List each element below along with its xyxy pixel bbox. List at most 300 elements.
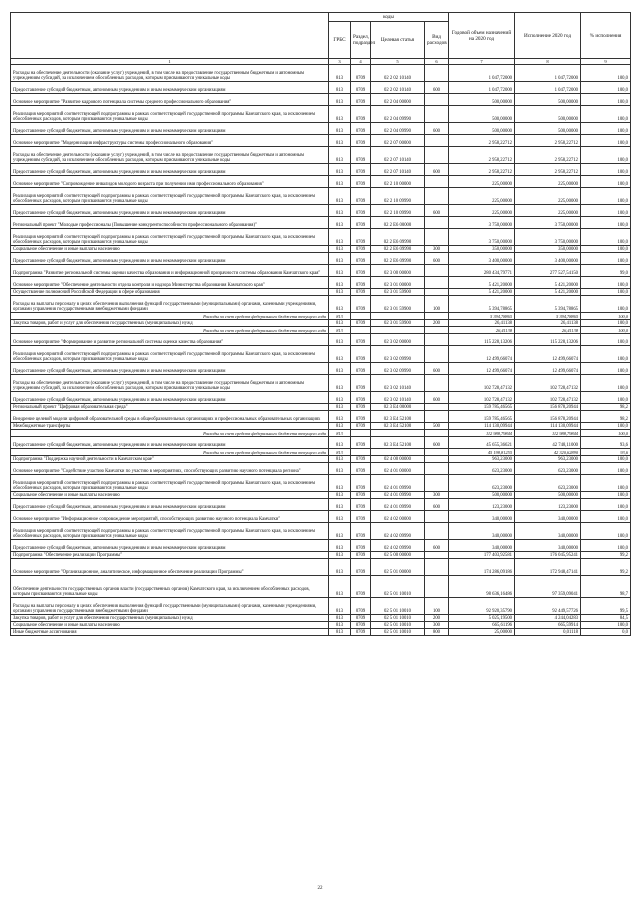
target-article-column-header: Целевая статья: [371, 22, 425, 59]
row-name-cell: Расходы на обеспечение деятельности (оказание услуг) учреждений, в том числе на предоставление государственным бюджетным и автономным учреждениям субсидий, за исключением обособленных расходов, которым присваиваются уникальные коды: [11, 65, 329, 82]
razdel-cell: 0709: [351, 423, 371, 430]
expense-type-cell: 600: [425, 540, 449, 552]
grbs-cell: 813: [329, 559, 351, 576]
table-row: [11, 176, 631, 188]
expense-type-cell: [425, 411, 449, 423]
plan-cell: 500,00000: [449, 106, 515, 123]
execution-cell: 225,00000: [515, 188, 581, 205]
grbs-cell: 813: [329, 65, 351, 82]
expense-type-cell: [425, 188, 449, 205]
table-row: [11, 629, 631, 636]
plan-cell: 500,00000: [449, 123, 515, 135]
table-row: [11, 499, 631, 511]
execution-cell: 3 400,00000: [515, 253, 581, 265]
plan-cell: 665,61196: [449, 622, 515, 629]
row-name-cell: Расходы за счет средств федерального бюджета текущего года: [11, 327, 329, 334]
page-number: 22: [317, 886, 323, 891]
percent-cell: 100,0: [581, 147, 631, 164]
target-article-cell: 02 3 E4 52100: [371, 411, 425, 423]
table-row: [11, 65, 631, 82]
plan-cell: 102 728,47132: [449, 392, 515, 404]
execution-cell: 350,00000: [515, 246, 581, 253]
row-name-cell: Основное мероприятие "Содействие участию Камчатки по участию в мероприятиях, способствующих развитию научного потенциала региона": [11, 463, 329, 475]
percent-cell: 93,6: [581, 449, 631, 456]
target-article-cell: 02 3 E4 52100: [371, 423, 425, 430]
razdel-cell: [351, 313, 371, 320]
grbs-cell: 813: [329, 511, 351, 523]
razdel-cell: 0709: [351, 82, 371, 94]
column-number: 9: [581, 59, 631, 65]
plan-cell: 5 421,20000: [449, 289, 515, 296]
row-name-cell: Региональный проект "Цифровая образовательная среда": [11, 404, 329, 411]
target-article-cell: 02 3 01 59900: [371, 320, 425, 327]
execution-column-header: Исполнение 2020 год: [515, 13, 581, 59]
plan-cell: 115 228,13206: [449, 334, 515, 346]
plan-cell: 159 785,46565: [449, 404, 515, 411]
execution-cell: 102 728,47132: [515, 392, 581, 404]
table-row-federal-note: [11, 449, 631, 456]
percent-cell: 99,2: [581, 559, 631, 576]
target-article-cell: 02 2 E6 00000: [371, 217, 425, 229]
target-article-cell: 02 2 02 10140: [371, 65, 425, 82]
plan-cell: 2 958,22712: [449, 147, 515, 164]
document-page: [10, 12, 630, 636]
percent-cell: 100,0: [581, 492, 631, 499]
row-name-cell: Предоставление субсидий бюджетным, автономным учреждениям и иным некоммерческим организациям: [11, 540, 329, 552]
target-article-cell: 02 2 E6 09990: [371, 229, 425, 246]
percent-cell: 100,0: [581, 540, 631, 552]
expense-type-cell: [425, 463, 449, 475]
execution-cell: 340,00000: [515, 523, 581, 540]
grbs-cell: 813: [329, 622, 351, 629]
expense-type-cell: [425, 576, 449, 598]
plan-cell: 12 499,66074: [449, 346, 515, 363]
row-name-cell: Реализация мероприятий соответствующей подпрограммы в рамках соответствующей государственной программы Камчатского края, за исключением обособленных расходов, которым присваиваются уникальные коды: [11, 346, 329, 363]
razdel-column-header: Раздел, подраздел: [351, 22, 371, 59]
target-article-cell: 02 4 01 00000: [371, 463, 425, 475]
execution-cell: 963,23000: [515, 456, 581, 463]
percent-cell: 100,0: [581, 65, 631, 82]
plan-cell: 225,00000: [449, 188, 515, 205]
percent-cell: 100,0: [581, 475, 631, 492]
percent-cell: 100,0: [581, 217, 631, 229]
execution-cell: 172 948,47141: [515, 559, 581, 576]
target-article-cell: 02 5 01 10010: [371, 598, 425, 615]
execution-cell: 156 878,20944: [515, 411, 581, 423]
execution-cell: 277 527,54150: [515, 265, 581, 277]
grbs-cell: 813: [329, 176, 351, 188]
razdel-cell: 0709: [351, 277, 371, 289]
table-body: [11, 65, 631, 636]
grbs-cell: 813: [329, 334, 351, 346]
grbs-cell: 813: [329, 147, 351, 164]
column-number: 6: [425, 59, 449, 65]
row-name-cell: Предоставление субсидий бюджетным, автономным учреждениям и иным некоммерческим организациям: [11, 363, 329, 375]
plan-cell: 5 421,20000: [449, 277, 515, 289]
row-name-cell: Социальное обеспечение и иные выплаты населению: [11, 246, 329, 253]
target-article-cell: [371, 449, 425, 456]
plan-cell: 5 394,78865: [449, 296, 515, 313]
target-article-cell: 02 2 04 00000: [371, 94, 425, 106]
plan-cell: 963,23000: [449, 456, 515, 463]
table-row: [11, 615, 631, 622]
execution-cell: 115 228,13206: [515, 334, 581, 346]
grbs-cell: 813: [329, 229, 351, 246]
target-article-cell: 02 5 01 10010: [371, 576, 425, 598]
execution-cell: 176 045,95241: [515, 552, 581, 559]
target-article-cell: 02 3 02 09990: [371, 346, 425, 363]
plan-cell: 102 728,47132: [449, 375, 515, 392]
percent-cell: 100,0: [581, 277, 631, 289]
target-article-cell: 02 5 01 10010: [371, 622, 425, 629]
row-name-cell: Расходы за счет средств федерального бюджета текущего года: [11, 449, 329, 456]
plan-cell: 114 130,09944: [449, 423, 515, 430]
percent-cell: 93,6: [581, 437, 631, 449]
plan-cell: 26,41138: [449, 327, 515, 334]
table-row: [11, 463, 631, 475]
grbs-cell: 813: [329, 327, 351, 334]
percent-cell: 100,0: [581, 82, 631, 94]
grbs-cell: 813: [329, 430, 351, 437]
expense-type-cell: 600: [425, 392, 449, 404]
percent-cell: 100,0: [581, 205, 631, 217]
table-row-federal-note: [11, 327, 631, 334]
expense-type-column-header: Вид расходов: [425, 22, 449, 59]
razdel-cell: 0709: [351, 404, 371, 411]
grbs-cell: 813: [329, 492, 351, 499]
row-name-cell: Расходы на обеспечение деятельности (оказание услуг) учреждений, в том числе на предоставление государственным бюджетным и автономным учреждениям субсидий, за исключением обособленных расходов, которым присваиваются уникальные коды: [11, 375, 329, 392]
expense-type-cell: [425, 147, 449, 164]
percent-cell: 100,0: [581, 253, 631, 265]
target-article-cell: 02 2 07 10140: [371, 147, 425, 164]
grbs-cell: 813: [329, 423, 351, 430]
razdel-cell: 0709: [351, 106, 371, 123]
target-article-cell: 02 2 10 00000: [371, 176, 425, 188]
expense-type-cell: 600: [425, 437, 449, 449]
expense-type-cell: [425, 176, 449, 188]
execution-cell: 42 748,11000: [515, 437, 581, 449]
row-name-cell: Расходы за счет средств федерального бюджета текущего года: [11, 313, 329, 320]
percent-cell: 100,0: [581, 430, 631, 437]
target-article-cell: 02 3 E4 52100: [371, 437, 425, 449]
expense-type-cell: 600: [425, 164, 449, 176]
razdel-cell: 0709: [351, 437, 371, 449]
target-article-cell: 02 4 01 09990: [371, 492, 425, 499]
razdel-cell: 0709: [351, 217, 371, 229]
execution-cell: 97 359,09041: [515, 576, 581, 598]
grbs-cell: 813: [329, 346, 351, 363]
grbs-cell: 813: [329, 411, 351, 423]
percent-cell: 100,0: [581, 327, 631, 334]
razdel-cell: 0709: [351, 65, 371, 82]
percent-cell: 100,0: [581, 123, 631, 135]
percent-cell: 100,0: [581, 296, 631, 313]
expense-type-cell: 100: [425, 296, 449, 313]
target-article-cell: 02 3 01 59900: [371, 289, 425, 296]
budget-table: [10, 12, 631, 636]
percent-cell: 100,0: [581, 363, 631, 375]
target-article-cell: 02 3 01 59900: [371, 296, 425, 313]
expense-type-cell: [425, 523, 449, 540]
percent-cell: 100,0: [581, 176, 631, 188]
percent-cell: 100,0: [581, 463, 631, 475]
grbs-cell: 813: [329, 629, 351, 636]
execution-cell: 26,41138: [515, 327, 581, 334]
execution-cell: 340,00000: [515, 540, 581, 552]
percent-cell: 100,0: [581, 164, 631, 176]
row-name-cell: Межбюджетные трансферты: [11, 423, 329, 430]
plan-cell: 3 750,00000: [449, 217, 515, 229]
razdel-cell: 0709: [351, 346, 371, 363]
target-article-cell: 02 2 04 09990: [371, 123, 425, 135]
table-row: [11, 598, 631, 615]
grbs-cell: 813: [329, 253, 351, 265]
grbs-cell: 813: [329, 499, 351, 511]
table-row: [11, 559, 631, 576]
execution-cell: 156 878,20944: [515, 404, 581, 411]
row-name-cell: Основное мероприятие "Информационное сопровождение мероприятий, способствующих развитию научного потенциала Камчатки": [11, 511, 329, 523]
grbs-cell: 813: [329, 296, 351, 313]
table-row: [11, 404, 631, 411]
execution-cell: 340,00000: [515, 511, 581, 523]
column-number: 1: [11, 59, 329, 65]
expense-type-cell: [425, 430, 449, 437]
plan-cell: 177 403,92581: [449, 552, 515, 559]
grbs-cell: 813: [329, 164, 351, 176]
expense-type-cell: [425, 106, 449, 123]
razdel-cell: 0709: [351, 411, 371, 423]
target-article-cell: 02 5 00 00000: [371, 552, 425, 559]
execution-cell: 1 047,72000: [515, 82, 581, 94]
grbs-cell: 813: [329, 540, 351, 552]
table-row: [11, 363, 631, 375]
plan-cell: 1 047,72000: [449, 65, 515, 82]
plan-cell: 5 394,78865: [449, 313, 515, 320]
plan-cell: 1 047,72000: [449, 82, 515, 94]
grbs-cell: 813: [329, 404, 351, 411]
grbs-cell: 813: [329, 598, 351, 615]
table-row: [11, 229, 631, 246]
grbs-column-header: ГРБС: [329, 22, 351, 59]
row-name-cell: Подпрограмма "Обеспечение реализации Программы": [11, 552, 329, 559]
table-row: [11, 277, 631, 289]
plan-cell: 3 750,00000: [449, 229, 515, 246]
table-row: [11, 523, 631, 540]
target-article-cell: [371, 313, 425, 320]
razdel-cell: 0709: [351, 463, 371, 475]
expense-type-cell: [425, 511, 449, 523]
table-row: [11, 94, 631, 106]
razdel-cell: 0709: [351, 523, 371, 540]
column-number: 4: [351, 59, 371, 65]
execution-cell: 2 958,22712: [515, 164, 581, 176]
percent-cell: 100,0: [581, 313, 631, 320]
razdel-cell: 0709: [351, 598, 371, 615]
execution-cell: 225,00000: [515, 205, 581, 217]
row-name-cell: Расходы на выплаты персоналу в целях обеспечения выполнения функций государственными (муниципальными) органами, казенными учреждениями, органами управления государственными внебюджетными фондами: [11, 598, 329, 615]
plan-cell: 225,00000: [449, 176, 515, 188]
razdel-cell: 0709: [351, 334, 371, 346]
execution-cell: 3 750,00000: [515, 229, 581, 246]
grbs-cell: 813: [329, 205, 351, 217]
grbs-cell: 813: [329, 94, 351, 106]
expense-type-cell: 600: [425, 363, 449, 375]
target-article-cell: 02 4 01 09990: [371, 475, 425, 492]
table-row: [11, 475, 631, 492]
razdel-cell: 0709: [351, 576, 371, 598]
plan-cell: 26,41138: [449, 320, 515, 327]
table-row: [11, 147, 631, 164]
expense-type-cell: [425, 277, 449, 289]
table-row: [11, 253, 631, 265]
percent-cell: 100,0: [581, 375, 631, 392]
execution-cell: 665,59914: [515, 622, 581, 629]
target-article-cell: 02 2 E6 09990: [371, 246, 425, 253]
razdel-cell: 0709: [351, 540, 371, 552]
table-row: [11, 552, 631, 559]
plan-cell: 340,00000: [449, 523, 515, 540]
column-number: 5: [371, 59, 425, 65]
execution-cell: 12 499,66074: [515, 346, 581, 363]
razdel-cell: 0709: [351, 499, 371, 511]
row-name-cell: Социальное обеспечение и иные выплаты населению: [11, 492, 329, 499]
execution-cell: 42 320,62890: [515, 449, 581, 456]
execution-cell: 114 130,09944: [515, 423, 581, 430]
execution-cell: 102 728,47132: [515, 375, 581, 392]
razdel-cell: 0709: [351, 147, 371, 164]
razdel-cell: [351, 430, 371, 437]
razdel-cell: 0709: [351, 289, 371, 296]
row-name-cell: Иные бюджетные ассигнования: [11, 629, 329, 636]
table-row: [11, 334, 631, 346]
plan-cell: 2 958,22712: [449, 164, 515, 176]
target-article-cell: 02 5 01 00000: [371, 559, 425, 576]
row-name-cell: Предоставление субсидий бюджетным, автономным учреждениям и иным некоммерческим организациям: [11, 499, 329, 511]
table-row: [11, 188, 631, 205]
execution-cell: 500,00000: [515, 492, 581, 499]
target-article-cell: 02 3 02 00000: [371, 334, 425, 346]
grbs-cell: 813: [329, 289, 351, 296]
row-name-cell: Реализация мероприятий соответствующей подпрограммы в рамках соответствующей государственной программы Камчатского края, за исключением обособленных расходов, которым присваиваются уникальные коды: [11, 106, 329, 123]
razdel-cell: 0709: [351, 363, 371, 375]
expense-type-cell: 600: [425, 253, 449, 265]
plan-cell: 2 958,22712: [449, 135, 515, 147]
razdel-cell: 0709: [351, 552, 371, 559]
expense-type-cell: 300: [425, 492, 449, 499]
table-row-federal-note: [11, 313, 631, 320]
expense-type-cell: [425, 265, 449, 277]
plan-cell: 45 655,36621: [449, 437, 515, 449]
plan-cell: 340,00000: [449, 540, 515, 552]
razdel-cell: [351, 449, 371, 456]
target-article-cell: 02 4 02 09990: [371, 523, 425, 540]
expense-type-cell: 300: [425, 622, 449, 629]
expense-type-cell: [425, 552, 449, 559]
expense-type-cell: [425, 334, 449, 346]
percent-cell: 98,7: [581, 576, 631, 598]
grbs-cell: 813: [329, 615, 351, 622]
razdel-cell: 0709: [351, 622, 371, 629]
row-name-cell: Предоставление субсидий бюджетным, автономным учреждениям и иным некоммерческим организациям: [11, 123, 329, 135]
table-row: [11, 346, 631, 363]
row-name-cell: Предоставление субсидий бюджетным, автономным учреждениям и иным некоммерческим организациям: [11, 437, 329, 449]
razdel-cell: 0709: [351, 320, 371, 327]
row-name-cell: Региональный проект "Молодые профессионалы (Повышение конкурентоспособности профессионального образования)": [11, 217, 329, 229]
table-row: [11, 511, 631, 523]
row-name-cell: Основное мероприятие "Сопровождение инвалидов молодого возраста при получении ими профессионального образования": [11, 176, 329, 188]
table-row: [11, 296, 631, 313]
execution-cell: 2 958,22712: [515, 135, 581, 147]
plan-cell: 174 286,09186: [449, 559, 515, 576]
execution-cell: 623,23000: [515, 463, 581, 475]
plan-cell: 123,23000: [449, 499, 515, 511]
target-article-cell: 02 5 01 10010: [371, 615, 425, 622]
plan-cell: 159 785,46565: [449, 411, 515, 423]
target-article-cell: 02 3 E4 00000: [371, 404, 425, 411]
percent-cell: 100,0: [581, 346, 631, 363]
razdel-cell: 0709: [351, 511, 371, 523]
execution-cell: 623,23000: [515, 475, 581, 492]
grbs-cell: 813: [329, 552, 351, 559]
percent-cell: 100,0: [581, 499, 631, 511]
plan-cell: 12 499,66074: [449, 363, 515, 375]
percent-cell: 100,0: [581, 135, 631, 147]
execution-cell: 500,00000: [515, 123, 581, 135]
expense-type-cell: 600: [425, 499, 449, 511]
table-row-federal-note: [11, 430, 631, 437]
expense-type-cell: 100: [425, 598, 449, 615]
row-name-cell: Подпрограмма "Развитие региональной системы оценки качества образования и информационной прозрачности системы образования Камчатского края": [11, 265, 329, 277]
grbs-cell: 813: [329, 363, 351, 375]
table-row: [11, 123, 631, 135]
row-name-cell: Основное мероприятие "Развитие кадрового потенциала системы среднего профессионального образования": [11, 94, 329, 106]
grbs-cell: 813: [329, 475, 351, 492]
table-row: [11, 135, 631, 147]
row-name-cell: Реализация мероприятий соответствующей подпрограммы в рамках соответствующей государственной программы Камчатского края, за исключением обособленных расходов, которым присваиваются уникальные коды: [11, 229, 329, 246]
table-row: [11, 411, 631, 423]
grbs-cell: 813: [329, 82, 351, 94]
execution-cell: 5 394,78865: [515, 296, 581, 313]
execution-cell: 123,23000: [515, 499, 581, 511]
grbs-cell: 813: [329, 188, 351, 205]
expense-type-cell: [425, 404, 449, 411]
target-article-cell: 02 2 10 09990: [371, 205, 425, 217]
percent-cell: 100,0: [581, 320, 631, 327]
razdel-cell: 0709: [351, 94, 371, 106]
row-name-cell: Основное мероприятие "Обеспечение деятельности отдела контроля и надзора Министерства образования Камчатского края": [11, 277, 329, 289]
expense-type-cell: [425, 229, 449, 246]
target-article-cell: 02 3 02 10140: [371, 375, 425, 392]
row-name-cell: Реализация мероприятий соответствующей подпрограммы в рамках соответствующей государственной программы Камчатского края, за исключением обособленных расходов, которым присваиваются уникальные коды: [11, 475, 329, 492]
row-name-cell: Основное мероприятие "Организационное, аналитическое, информационное обеспечение реализации Программы": [11, 559, 329, 576]
execution-cell: 2 958,22712: [515, 147, 581, 164]
target-article-cell: 02 4 02 09990: [371, 540, 425, 552]
razdel-cell: 0709: [351, 492, 371, 499]
grbs-cell: 813: [329, 576, 351, 598]
grbs-cell: 813: [329, 313, 351, 320]
plan-cell: 25,00000: [449, 629, 515, 636]
row-name-cell: Социальное обеспечение и иные выплаты населению: [11, 622, 329, 629]
percent-cell: 0,0: [581, 629, 631, 636]
grbs-cell: 813: [329, 320, 351, 327]
execution-cell: 500,00000: [515, 94, 581, 106]
grbs-cell: 813: [329, 217, 351, 229]
target-article-cell: 02 2 07 00000: [371, 135, 425, 147]
execution-cell: 5 394,78865: [515, 313, 581, 320]
target-article-cell: [371, 430, 425, 437]
grbs-cell: 813: [329, 463, 351, 475]
table-row: [11, 492, 631, 499]
